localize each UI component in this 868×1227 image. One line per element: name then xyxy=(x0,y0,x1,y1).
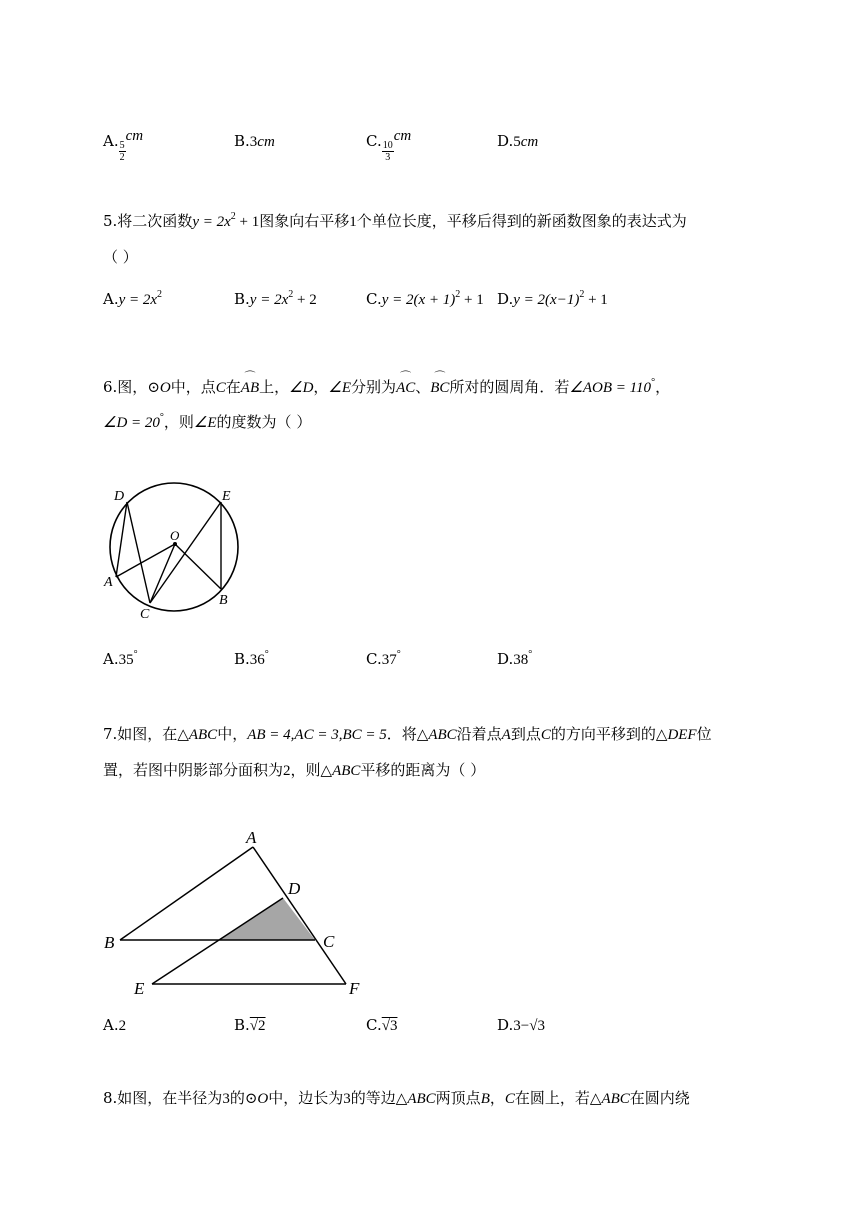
label-d: D xyxy=(288,879,301,898)
q5-option-c: $C.y = 2(x + 1)^2 + 1$ xyxy=(366,289,484,308)
q7-option-d: D.3−√3 xyxy=(497,1016,545,1034)
label-b: B xyxy=(104,933,115,952)
label-e: E xyxy=(222,489,231,504)
q6-option-a: A.35° xyxy=(103,649,138,668)
label-d: D xyxy=(114,489,125,504)
q8-question-line1: 8.如图，在半径为3的⊙O中，边长为3的等边△ABC两顶点B，C在圆上，若△ABC在圆内绕 xyxy=(103,1089,690,1107)
arc-ac: ⌒ AC xyxy=(396,380,415,397)
q7-option-c: C.√3 xyxy=(366,1016,398,1034)
q6-option-d: D.38° xyxy=(497,649,533,668)
label-c: C xyxy=(140,607,150,622)
q4-option-d: D.5cm xyxy=(497,132,539,150)
q7-question-line1: 7.如图，在△ABC中，AB = 4,AC = 3,BC = 5．将△ABC沿着点A到点C的方向平移到的△DEF位 xyxy=(103,725,712,743)
q5-option-b: $B.y = 2x^2 + 2$ xyxy=(234,289,317,308)
label-f: F xyxy=(349,979,360,998)
arc-bc: ⌒ BC xyxy=(430,380,449,397)
q6-question-line2: ∠D = 20°，则∠E的度数为（ ） xyxy=(103,412,312,431)
fraction: $\frac{5}{2}$ xyxy=(119,140,125,163)
q4-option-a: A. $\frac{5}{2}$ cm xyxy=(103,128,144,163)
shaded-region xyxy=(219,898,315,940)
q6-circle-figure xyxy=(100,480,250,625)
fraction: $\frac{10}{3}$ xyxy=(382,140,393,163)
q7-option-b: B.√2 xyxy=(234,1016,266,1034)
q4-option-b: B.3cm xyxy=(234,132,275,150)
label-e: E xyxy=(134,979,145,998)
arc-ab: ⌒ AB xyxy=(241,380,259,397)
q4-option-c: C. $\frac{10}{3}$ cm xyxy=(366,128,412,163)
q7-option-a: A.2 xyxy=(103,1016,127,1034)
q6-option-c: C.37° xyxy=(366,649,401,668)
q7-question-line2: 置，若图中阴影部分面积为2，则△ABC平移的距离为（ ） xyxy=(103,761,486,779)
label-b: B xyxy=(219,593,228,608)
label-c: C xyxy=(323,932,335,951)
q7-triangle-figure xyxy=(100,828,380,1000)
q6-option-b: B.36° xyxy=(234,649,269,668)
q5-option-a: $A.y = 2x^2$ xyxy=(103,289,163,308)
q6-question-line1: 6.图，⊙O中，点C在⌒ AB上，∠D，∠E分别为⌒ AC、⌒ BC所对的圆周角．若∠AOB = 110°， xyxy=(103,376,670,397)
q5-option-d: $D.y = 2(x-1)^2 + 1$ xyxy=(497,289,608,308)
q5-question-line1: 5.将二次函数$y = 2x^2 + 1$图象向右平移1个单位长度，平移后得到的新函数图象的表达式为 xyxy=(103,211,687,230)
label-a: A xyxy=(104,575,113,590)
circle-dot-icon: ⊙ xyxy=(147,378,160,396)
label-o: O xyxy=(170,528,180,543)
q5-answer-paren: （ ） xyxy=(103,248,138,266)
circle-dot-icon: ⊙ xyxy=(244,1089,258,1107)
label-a: A xyxy=(246,828,257,847)
